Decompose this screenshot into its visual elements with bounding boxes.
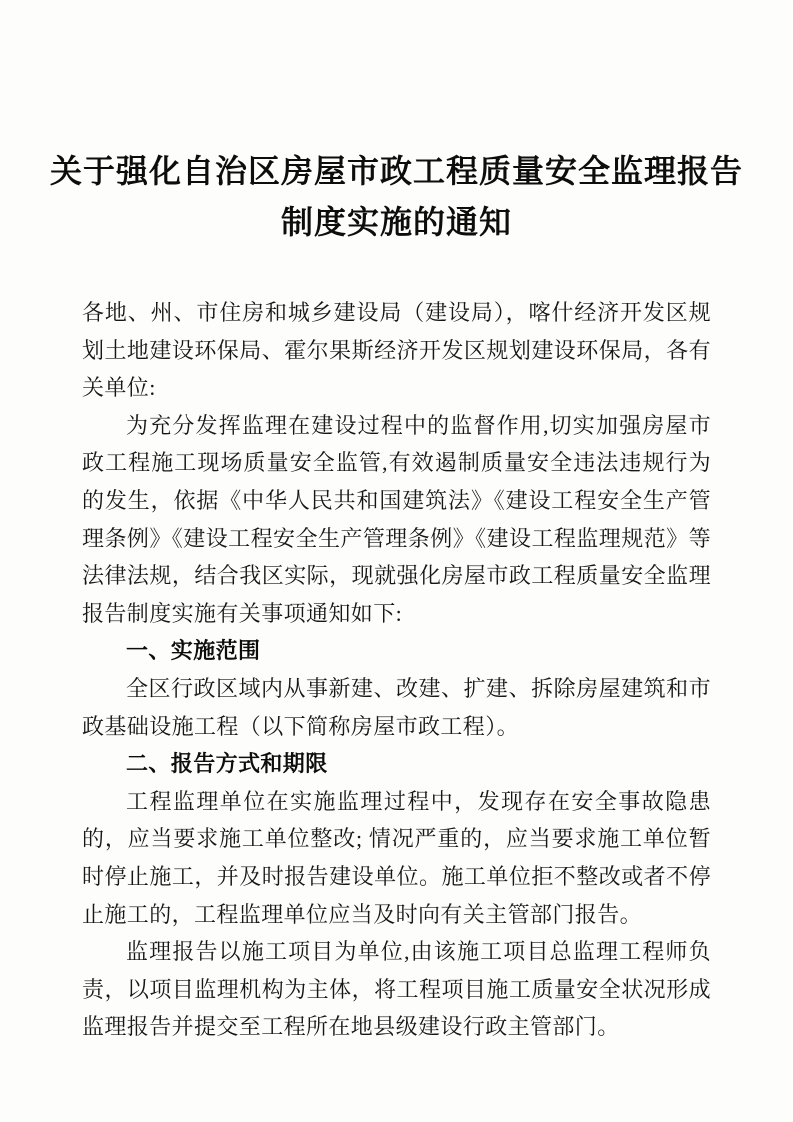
section-2-paragraph-1: 工程监理单位在实施监理过程中，发现存在安全事故隐患的，应当要求施工单位整改; 情况严重的，应当要求施工单位暂时停止施工，并及时报告建设单位。施工单位拒不整改或者不停止施工的，工程监理单位应当及时向有关主管部门报告。 — [82, 788, 711, 927]
section-2-paragraph-2: 监理报告以施工项目为单位,由该施工项目总监理工程师负责，以项目监理机构为主体，将工程项目施工质量安全状况形成监理报告并提交至工程所在地县级建设行政主管部门。 — [82, 939, 711, 1040]
document-body — [82, 294, 711, 1046]
section-1-paragraph-1: 全区行政区域内从事新建、改建、扩建、拆除房屋建筑和市政基础设施工程（以下简称房屋市政工程）。 — [82, 675, 711, 739]
section-2-heading: 二、报告方式和期限 — [126, 751, 328, 777]
salutation-line: 各地、州、市住房和城乡建设局（建设局），喀什经济开发区规划土地建设环保局、霍尔果斯经济开发区规划建设环保局，各有关单位: — [82, 300, 711, 401]
intro-paragraph: 为充分发挥监理在建设过程中的监督作用,切实加强房屋市政工程施工现场质量安全监管,有效遏制质量安全违法违规行为的发生，依据《中华人民共和国建筑法》《建设工程安全生产管理条例》《建设工程安全生产管理条例》《建设工程监理规范》等法律法规，结合我区实际，现就强化房屋市政工程质量安全监理报告制度实施有关事项通知如下: — [82, 412, 711, 626]
document-title: 关于强化自治区房屋市政工程质量安全监理报告制度实施的通知 — [49, 153, 743, 240]
section-1-heading: 一、实施范围 — [126, 638, 261, 664]
